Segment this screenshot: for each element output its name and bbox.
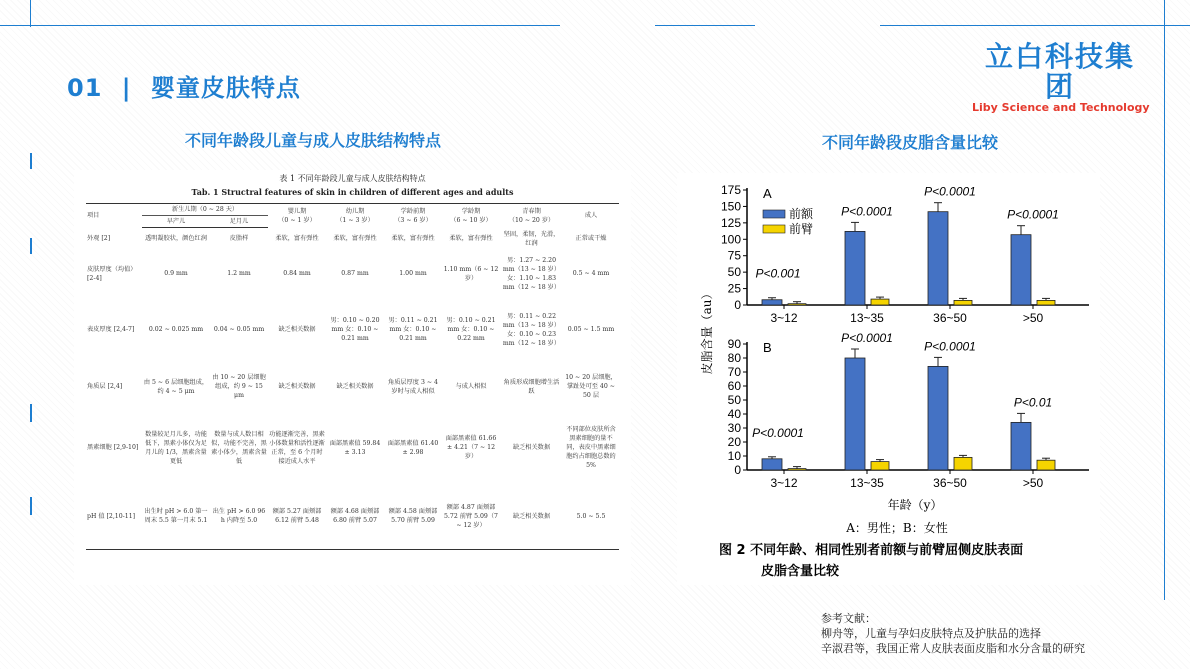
- table-cell: 柔软，富有弹性: [449, 235, 493, 242]
- bar: [762, 300, 782, 305]
- table-cell: 额部 5.27 面颊部 6.12 前臂 5.48: [268, 484, 326, 550]
- bar: [871, 299, 889, 305]
- bar: [1011, 422, 1031, 470]
- top-divider-line: [0, 25, 560, 26]
- p-value-annotation: P<0.0001: [924, 339, 976, 354]
- header-infant: 婴儿期 （0 ~ 1 岁）: [268, 204, 326, 228]
- table-cell: 1.00 mm: [399, 270, 427, 277]
- table-row: [86, 484, 619, 550]
- header-preschool: 学龄前期 （3 ~ 6 岁）: [384, 204, 442, 228]
- table-cell: 缺乏相关数据: [512, 444, 551, 451]
- table-row-header: pH 值 [2,10-11]: [86, 484, 142, 550]
- bar: [871, 462, 889, 470]
- table-cell: 额部 4.58 面颊部 5.70 前臂 5.09: [384, 484, 442, 550]
- legend-swatch: [763, 210, 785, 218]
- header-school: 学龄期 （6 ~ 10 岁）: [442, 204, 500, 228]
- left-side-tick: [30, 404, 32, 422]
- bar: [845, 358, 865, 470]
- header-item: 项目: [86, 204, 142, 228]
- x-tick-label: >50: [1022, 476, 1044, 490]
- table-cell: 不同部位皮肤所含黑素细胞的量不同，表皮中黑素细胞约占细胞总数的 5%: [566, 426, 616, 469]
- section-title: 婴童皮肤特点: [150, 74, 301, 102]
- table-cell: 与成人相似: [455, 383, 487, 390]
- table-cell: 由 5 ~ 6 层细胞组成，约 4 ~ 5 μm: [143, 378, 209, 395]
- y-tick-label: 90: [727, 337, 741, 351]
- table-caption-en: Tab. 1 Structral features of skin in children of different ages and adults: [191, 187, 514, 197]
- panel-note: A：男性；B：女性: [846, 521, 948, 535]
- reference-item: 柳舟等，儿童与孕妇皮肤特点及护肤品的选择: [821, 627, 1041, 640]
- bar: [954, 300, 972, 305]
- y-tick-label: 75: [727, 248, 741, 263]
- p-value-annotation: P<0.0001: [924, 184, 976, 199]
- y-tick-label: 125: [720, 215, 741, 230]
- sebum-chart-panel: [677, 173, 1100, 585]
- bar: [788, 304, 806, 305]
- x-tick-label: 13~35: [850, 311, 884, 325]
- y-tick-label: 150: [720, 199, 741, 214]
- table-row-header: 外观 [2]: [87, 235, 111, 242]
- table-cell: 功能逐渐完善，黑素小体数量和活性逐渐正常，至 6 个月时接近成人水平: [269, 430, 325, 465]
- header-newborn: 新生儿期（0 ~ 28 天）: [142, 204, 268, 216]
- table-cell: 数量较足月儿多，功能低下，黑素小体仅为足月儿的 1/3，黑素含量更低: [145, 430, 207, 465]
- bar: [1011, 235, 1031, 305]
- x-tick-label: 36~50: [933, 311, 967, 325]
- table-cell: 男：0.11 ~ 0.21 mm 女：0.10 ~ 0.21 mm: [388, 317, 438, 342]
- figure-caption-line2: 皮脂含量比较: [761, 564, 840, 579]
- table-cell: 0.5 ~ 4 mm: [572, 270, 610, 277]
- table-row: [86, 298, 619, 362]
- top-divider-line-right: [655, 25, 755, 26]
- bar: [954, 457, 972, 470]
- table-cell: 缺乏相关数据: [500, 484, 563, 550]
- table-cell: 0.02 ~ 0.025 mm: [148, 326, 204, 333]
- skin-structure-table-panel: [74, 170, 631, 585]
- x-tick-label: 36~50: [933, 476, 967, 490]
- y-axis-label: 皮脂含量（au）: [700, 287, 714, 375]
- table-cell: 柔软，富有弹性: [275, 235, 319, 242]
- table-cell: 透明凝胶状，颜色红润: [145, 235, 207, 243]
- table-caption-cn: 表 1 不同年龄段儿童与成人皮肤结构特点: [279, 174, 426, 183]
- table-cell: 出生时 pH > 6.0 第一周末 5.5 第一月末 5.1: [142, 484, 210, 550]
- table-cell: 坚固，柔韧，光滑，红润: [503, 230, 560, 247]
- header-fullterm: 足月儿: [210, 216, 268, 228]
- references-label: 参考文献：: [821, 612, 876, 625]
- table-cell: 面部黑素值 61.66 ± 4.21（7 ~ 12 岁）: [445, 435, 497, 460]
- table-row-header: 表皮厚度 [2,4-7]: [87, 326, 135, 333]
- table-cell: 皮脂样: [229, 235, 249, 243]
- table-cell: 角质层厚度 3 ~ 4 岁时与成人相似: [388, 378, 438, 395]
- references: [821, 611, 1085, 656]
- table-cell: 男：0.11 ~ 0.22 mm（13 ~ 18 岁）女：0.10 ~ 0.23 mm（12 ~ 18 岁）: [502, 312, 561, 347]
- p-value-annotation: P<0.0001: [752, 425, 804, 440]
- table-cell: 男：0.10 ~ 0.21 mm 女：0.10 ~ 0.22 mm: [446, 317, 496, 342]
- y-tick-label: 50: [727, 265, 741, 280]
- y-tick-label: 20: [727, 435, 741, 449]
- y-tick-label: 30: [727, 421, 741, 435]
- x-tick-label: 3~12: [770, 311, 798, 325]
- legend-label: 前臂: [789, 222, 814, 236]
- sebum-bar-chart: [677, 173, 1100, 585]
- panel-label: A: [763, 186, 772, 201]
- table-cell: 额部 4.68 面颊部 6.80 前臂 5.07: [326, 484, 384, 550]
- table-cell: 缺乏相关数据: [336, 383, 374, 390]
- bar: [1037, 460, 1055, 470]
- p-value-annotation: P<0.0001: [841, 204, 893, 219]
- y-tick-label: 50: [727, 393, 741, 407]
- p-value-annotation: P<0.001: [755, 266, 801, 281]
- table-cell: 10 ~ 20 层细胞，掌趾处可至 40 ~ 50 层: [565, 374, 617, 399]
- right-subtitle: 不同年龄段皮脂含量比较: [822, 133, 999, 152]
- header-preterm: 早产儿: [142, 216, 210, 228]
- legend-swatch: [763, 225, 785, 233]
- table-cell: 1.10 mm（6 ~ 12 岁）: [443, 265, 499, 282]
- panel-label: B: [763, 340, 772, 355]
- section-separator: |: [121, 74, 132, 102]
- bar: [845, 231, 865, 305]
- table-cell: 额部 4.87 面颊部 5.72 前臂 5.09（7 ~ 12 岁）: [442, 484, 500, 550]
- left-side-tick: [30, 497, 32, 515]
- bar: [762, 459, 782, 470]
- table-cell: 面部黑素值 61.40 ± 2.98: [387, 439, 439, 456]
- bar: [788, 469, 806, 470]
- y-tick-label: 40: [727, 407, 741, 421]
- left-side-tick: [30, 153, 32, 169]
- table-cell: 0.87 mm: [341, 270, 369, 277]
- logo-name-cn: 立白科技集团: [984, 40, 1135, 103]
- header-toddler: 幼儿期 （1 ~ 3 岁）: [326, 204, 384, 228]
- y-tick-label: 70: [727, 365, 741, 379]
- skin-structure-table: [86, 203, 619, 550]
- x-axis-label: 年龄（y）: [887, 498, 943, 512]
- bar: [928, 212, 948, 305]
- y-tick-label: 60: [727, 379, 741, 393]
- y-tick-label: 100: [720, 232, 741, 247]
- logo-name-en: Liby Science and Technology: [972, 101, 1150, 114]
- table-row-header: 角质层 [2,4]: [87, 383, 123, 390]
- table-cell: 1.2 mm: [227, 270, 251, 277]
- table-row: [86, 412, 619, 484]
- p-value-annotation: P<0.01: [1013, 395, 1053, 410]
- table-cell: 男：1.27 ~ 2.20 mm（13 ~ 18 岁）女：1.10 ~ 1.83 mm（12 ~ 18 岁）: [502, 256, 561, 291]
- y-tick-label: 10: [727, 449, 741, 463]
- y-tick-label: 0: [734, 463, 741, 477]
- table-cell: 柔软，富有弹性: [391, 235, 435, 242]
- table-row: [86, 228, 619, 250]
- bar: [1037, 300, 1055, 305]
- table-row-header: 皮肤厚度（均值）[2-4]: [87, 265, 137, 282]
- table-cell: 出生 pH > 6.0 96 h 内降至 5.0: [210, 484, 268, 550]
- p-value-annotation: P<0.0001: [1007, 207, 1059, 222]
- table-row-header: 黑素细胞 [2,9-10]: [87, 444, 139, 451]
- legend-label: 前额: [789, 207, 814, 221]
- bar: [928, 366, 948, 470]
- table-cell: 数量与成人数目相似，功能不完善，黑素小体少，黑素含量低: [211, 430, 267, 465]
- table-cell: 柔软，富有弹性: [333, 235, 377, 242]
- section-header: [67, 68, 301, 103]
- table-cell: 0.9 mm: [164, 270, 188, 277]
- table-row: [86, 362, 619, 412]
- y-tick-label: 25: [727, 281, 741, 296]
- figure-caption-line1: 图 2 不同年龄、相同性别者前额与前臂屈侧皮肤表面: [719, 543, 1024, 558]
- reference-item: 辛淑君等，我国正常人皮肤表面皮脂和水分含量的研究: [821, 642, 1085, 655]
- top-divider-line-far: [880, 25, 1190, 26]
- right-vertical-line: [1164, 0, 1165, 600]
- y-tick-label: 0: [734, 298, 741, 312]
- company-logo: [972, 42, 1148, 114]
- header-adult: 成人: [563, 204, 619, 228]
- y-tick-label: 175: [720, 183, 741, 197]
- table-cell: 5.0 ~ 5.5: [563, 484, 619, 550]
- x-tick-label: >50: [1022, 311, 1044, 325]
- table-cell: 男：0.10 ~ 0.20 mm 女：0.10 ~ 0.21 mm: [330, 317, 380, 342]
- left-side-tick: [30, 238, 32, 254]
- table-cell: 0.84 mm: [283, 270, 311, 277]
- table-cell: 缺乏相关数据: [278, 383, 316, 390]
- x-tick-label: 3~12: [770, 476, 798, 490]
- section-number: 01: [67, 74, 103, 102]
- table-cell: 面部黑素值 59.84 ± 3.13: [329, 439, 381, 456]
- table-cell: 角质形成细胞增生活跃: [503, 378, 560, 395]
- y-tick-label: 80: [727, 351, 741, 365]
- table-cell: 由 10 ~ 20 层细胞组成，约 9 ~ 15 μm: [212, 374, 266, 399]
- table-cell: 0.05 ~ 1.5 mm: [567, 326, 615, 333]
- table-cell: 0.04 ~ 0.05 mm: [213, 326, 265, 333]
- x-tick-label: 13~35: [850, 476, 884, 490]
- left-subtitle: 不同年龄段儿童与成人皮肤结构特点: [185, 131, 442, 150]
- header-adolescent: 青春期 （10 ~ 20 岁）: [500, 204, 563, 228]
- left-vertical-accent: [30, 0, 31, 27]
- table-cell: 正常或干燥: [575, 235, 607, 242]
- p-value-annotation: P<0.0001: [841, 331, 893, 345]
- table-cell: 缺乏相关数据: [278, 326, 316, 333]
- table-row: [86, 250, 619, 298]
